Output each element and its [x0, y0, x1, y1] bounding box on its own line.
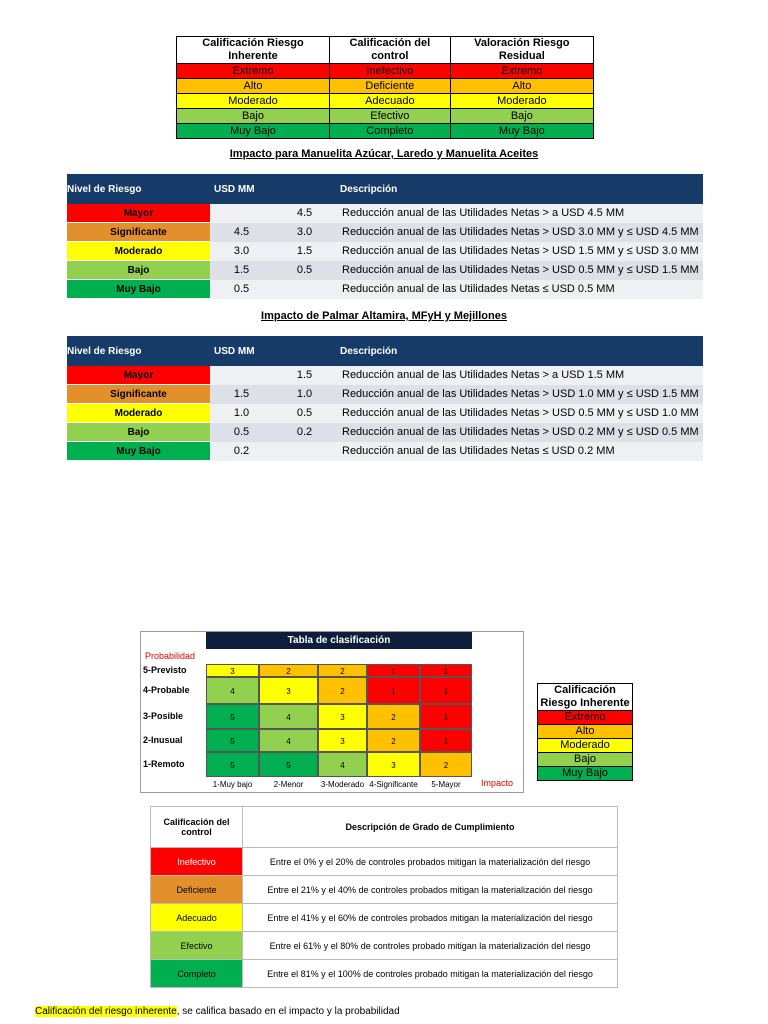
usd-high: 1.5	[273, 242, 336, 261]
matrix-cell: 3	[259, 677, 318, 704]
legend-cell: Completo	[329, 124, 450, 139]
description: Reducción anual de las Utilidades Netas > USD 1.5 MM y ≤ USD 3.0 MM	[336, 242, 703, 261]
impact-label: Impacto	[481, 778, 514, 788]
col-desc: Descripción	[336, 336, 703, 366]
header-control: Calificación del control	[329, 37, 450, 64]
description: Reducción anual de las Utilidades Netas > a USD 4.5 MM	[336, 204, 703, 223]
matrix-cell: 3	[206, 664, 259, 677]
description: Reducción anual de las Utilidades Netas > USD 1.0 MM y ≤ USD 1.5 MM	[336, 385, 703, 404]
legend-cell: Efectivo	[329, 109, 450, 124]
legend-item: Bajo	[538, 753, 633, 767]
matrix-cell: 2	[420, 752, 472, 777]
matrix-cell: 2	[318, 677, 367, 704]
table-row	[67, 280, 703, 299]
usd-high	[273, 280, 336, 299]
impact2-title: Impacto de Palmar Altamira, MFyH y Mejillones	[261, 310, 507, 322]
control-rating-table	[150, 806, 618, 988]
matrix-cell: 1	[367, 677, 420, 704]
table-row	[67, 261, 703, 280]
level-cell: Bajo	[67, 261, 210, 280]
usd-high: 4.5	[273, 204, 336, 223]
legend-row	[177, 124, 594, 139]
legend-item: Alto	[538, 725, 633, 739]
matrix-cell: 4	[259, 704, 318, 729]
col-desc: Descripción	[336, 174, 703, 204]
matrix-cell: 5	[206, 729, 259, 752]
matrix-cell: 3	[367, 752, 420, 777]
matrix-cell: 1	[367, 664, 420, 677]
matrix-cell: 2	[367, 729, 420, 752]
matrix-cell: 2	[367, 704, 420, 729]
matrix-cell: 5	[206, 704, 259, 729]
risk-legend-table	[176, 36, 594, 139]
usd-low: 1.5	[210, 261, 273, 280]
table-row	[151, 876, 618, 904]
table-row	[67, 366, 703, 385]
usd-high: 3.0	[273, 223, 336, 242]
probability-label: Probabilidad	[145, 651, 196, 661]
legend-cell: Alto	[177, 79, 330, 94]
level-cell: Moderado	[67, 404, 210, 423]
matrix-cell: 1	[420, 729, 472, 752]
control-header: Calificación del control	[151, 807, 243, 848]
description: Reducción anual de las Utilidades Netas > USD 0.5 MM y ≤ USD 1.5 MM	[336, 261, 703, 280]
usd-high: 0.2	[273, 423, 336, 442]
impact2-table	[67, 336, 703, 461]
legend-row	[177, 109, 594, 124]
legend-cell: Deficiente	[329, 79, 450, 94]
legend-header: Calificación Riesgo Inherente	[538, 684, 633, 711]
legend-item: Moderado	[538, 739, 633, 753]
matrix-cell: 1	[420, 664, 472, 677]
level-cell: Significante	[67, 385, 210, 404]
description: Reducción anual de las Utilidades Netas > a USD 1.5 MM	[336, 366, 703, 385]
level-cell: Muy Bajo	[67, 280, 210, 299]
usd-high	[273, 442, 336, 461]
table-row	[151, 932, 618, 960]
legend-cell: Inefectivo	[329, 64, 450, 79]
table-row	[151, 960, 618, 988]
table-row	[67, 204, 703, 223]
inherent-risk-legend	[537, 683, 633, 781]
table-row	[151, 904, 618, 932]
legend-cell: Moderado	[450, 94, 593, 109]
control-label: Inefectivo	[151, 848, 243, 876]
header-residual: Valoración Riesgo Residual	[450, 37, 593, 64]
usd-low	[210, 204, 273, 223]
note-rest: , se califica basado en el impacto y la probabilidad	[176, 1006, 400, 1017]
usd-low: 0.5	[210, 280, 273, 299]
control-label: Efectivo	[151, 932, 243, 960]
legend-row	[177, 64, 594, 79]
table-row	[67, 385, 703, 404]
impact-col-label: 1-Muy bajo	[212, 780, 253, 789]
col-usd: USD MM	[210, 174, 336, 204]
matrix-cell: 3	[318, 704, 367, 729]
table-row	[67, 404, 703, 423]
control-description: Entre el 61% y el 80% de controles probado mitigan la materialización del riesgo	[243, 932, 618, 960]
header-inherent: Calificación Riesgo Inherente	[177, 37, 330, 64]
table-row	[151, 848, 618, 876]
level-cell: Significante	[67, 223, 210, 242]
usd-high: 0.5	[273, 261, 336, 280]
legend-row	[177, 79, 594, 94]
level-cell: Mayor	[67, 204, 210, 223]
legend-cell: Muy Bajo	[450, 124, 593, 139]
impact1-table	[67, 174, 703, 299]
impact-col-label: 2-Menor	[273, 780, 304, 789]
description-header: Descripción de Grado de Cumplimiento	[243, 807, 618, 848]
matrix-cell: 2	[259, 664, 318, 677]
table-row	[67, 442, 703, 461]
control-description: Entre el 41% y el 60% de controles probados mitigan la materialización del riesgo	[243, 904, 618, 932]
impact1-title: Impacto para Manuelita Azúcar, Laredo y Manuelita Aceites	[229, 148, 539, 160]
usd-low: 4.5	[210, 223, 273, 242]
note-highlight: Calificación del riesgo inherente	[35, 1006, 177, 1017]
level-cell: Bajo	[67, 423, 210, 442]
probability-row-label: 3-Posible	[143, 710, 184, 721]
impact-col-label: 3-Moderado	[320, 780, 365, 789]
classification-matrix	[140, 631, 524, 793]
usd-low: 1.0	[210, 404, 273, 423]
level-cell: Mayor	[67, 366, 210, 385]
probability-row-label: 5-Previsto	[143, 664, 187, 675]
legend-row	[177, 94, 594, 109]
legend-cell: Muy Bajo	[177, 124, 330, 139]
matrix-cell: 3	[318, 729, 367, 752]
legend-cell: Bajo	[450, 109, 593, 124]
description: Reducción anual de las Utilidades Netas > USD 0.5 MM y ≤ USD 1.0 MM	[336, 404, 703, 423]
matrix-cell: 1	[420, 677, 472, 704]
legend-item: Muy Bajo	[538, 767, 633, 781]
matrix-cell: 4	[206, 677, 259, 704]
table-row	[67, 242, 703, 261]
matrix-cell: 4	[318, 752, 367, 777]
control-label: Completo	[151, 960, 243, 988]
control-label: Adecuado	[151, 904, 243, 932]
col-level: Nivel de Riesgo	[67, 174, 210, 204]
usd-high: 0.5	[273, 404, 336, 423]
legend-cell: Extremo	[177, 64, 330, 79]
control-description: Entre el 0% y el 20% de controles probados mitigan la materialización del riesgo	[243, 848, 618, 876]
footer-note	[35, 1006, 400, 1017]
impact-col-label: 4-Significante	[369, 780, 418, 789]
matrix-cell: 4	[259, 729, 318, 752]
matrix-cell: 1	[420, 704, 472, 729]
description: Reducción anual de las Utilidades Netas > USD 3.0 MM y ≤ USD 4.5 MM	[336, 223, 703, 242]
control-description: Entre el 81% y el 100% de controles probado mitigan la materialización del riesgo	[243, 960, 618, 988]
control-description: Entre el 21% y el 40% de controles probados mitigan la materialización del riesgo	[243, 876, 618, 904]
description: Reducción anual de las Utilidades Netas ≤ USD 0.5 MM	[336, 280, 703, 299]
table-row	[67, 423, 703, 442]
matrix-cell: 5	[259, 752, 318, 777]
description: Reducción anual de las Utilidades Netas > USD 0.2 MM y ≤ USD 0.5 MM	[336, 423, 703, 442]
usd-low: 3.0	[210, 242, 273, 261]
description: Reducción anual de las Utilidades Netas ≤ USD 0.2 MM	[336, 442, 703, 461]
matrix-cell: 5	[206, 752, 259, 777]
usd-high: 1.5	[273, 366, 336, 385]
legend-cell: Extremo	[450, 64, 593, 79]
col-level: Nivel de Riesgo	[67, 336, 210, 366]
level-cell: Moderado	[67, 242, 210, 261]
usd-low: 0.2	[210, 442, 273, 461]
legend-cell: Bajo	[177, 109, 330, 124]
probability-row-label: 4-Probable	[143, 684, 190, 695]
usd-low	[210, 366, 273, 385]
legend-cell: Alto	[450, 79, 593, 94]
probability-row-label: 1-Remoto	[143, 758, 185, 769]
legend-item: Extremo	[538, 711, 633, 725]
usd-high: 1.0	[273, 385, 336, 404]
usd-low: 0.5	[210, 423, 273, 442]
legend-cell: Adecuado	[329, 94, 450, 109]
usd-low: 1.5	[210, 385, 273, 404]
probability-row-label: 2-Inusual	[143, 734, 183, 745]
legend-cell: Moderado	[177, 94, 330, 109]
control-label: Deficiente	[151, 876, 243, 904]
impact-col-label: 5-Mayor	[431, 780, 461, 789]
col-usd: USD MM	[210, 336, 336, 366]
table-row	[67, 223, 703, 242]
matrix-cell: 2	[318, 664, 367, 677]
matrix-title: Tabla de clasificación	[206, 632, 472, 649]
level-cell: Muy Bajo	[67, 442, 210, 461]
